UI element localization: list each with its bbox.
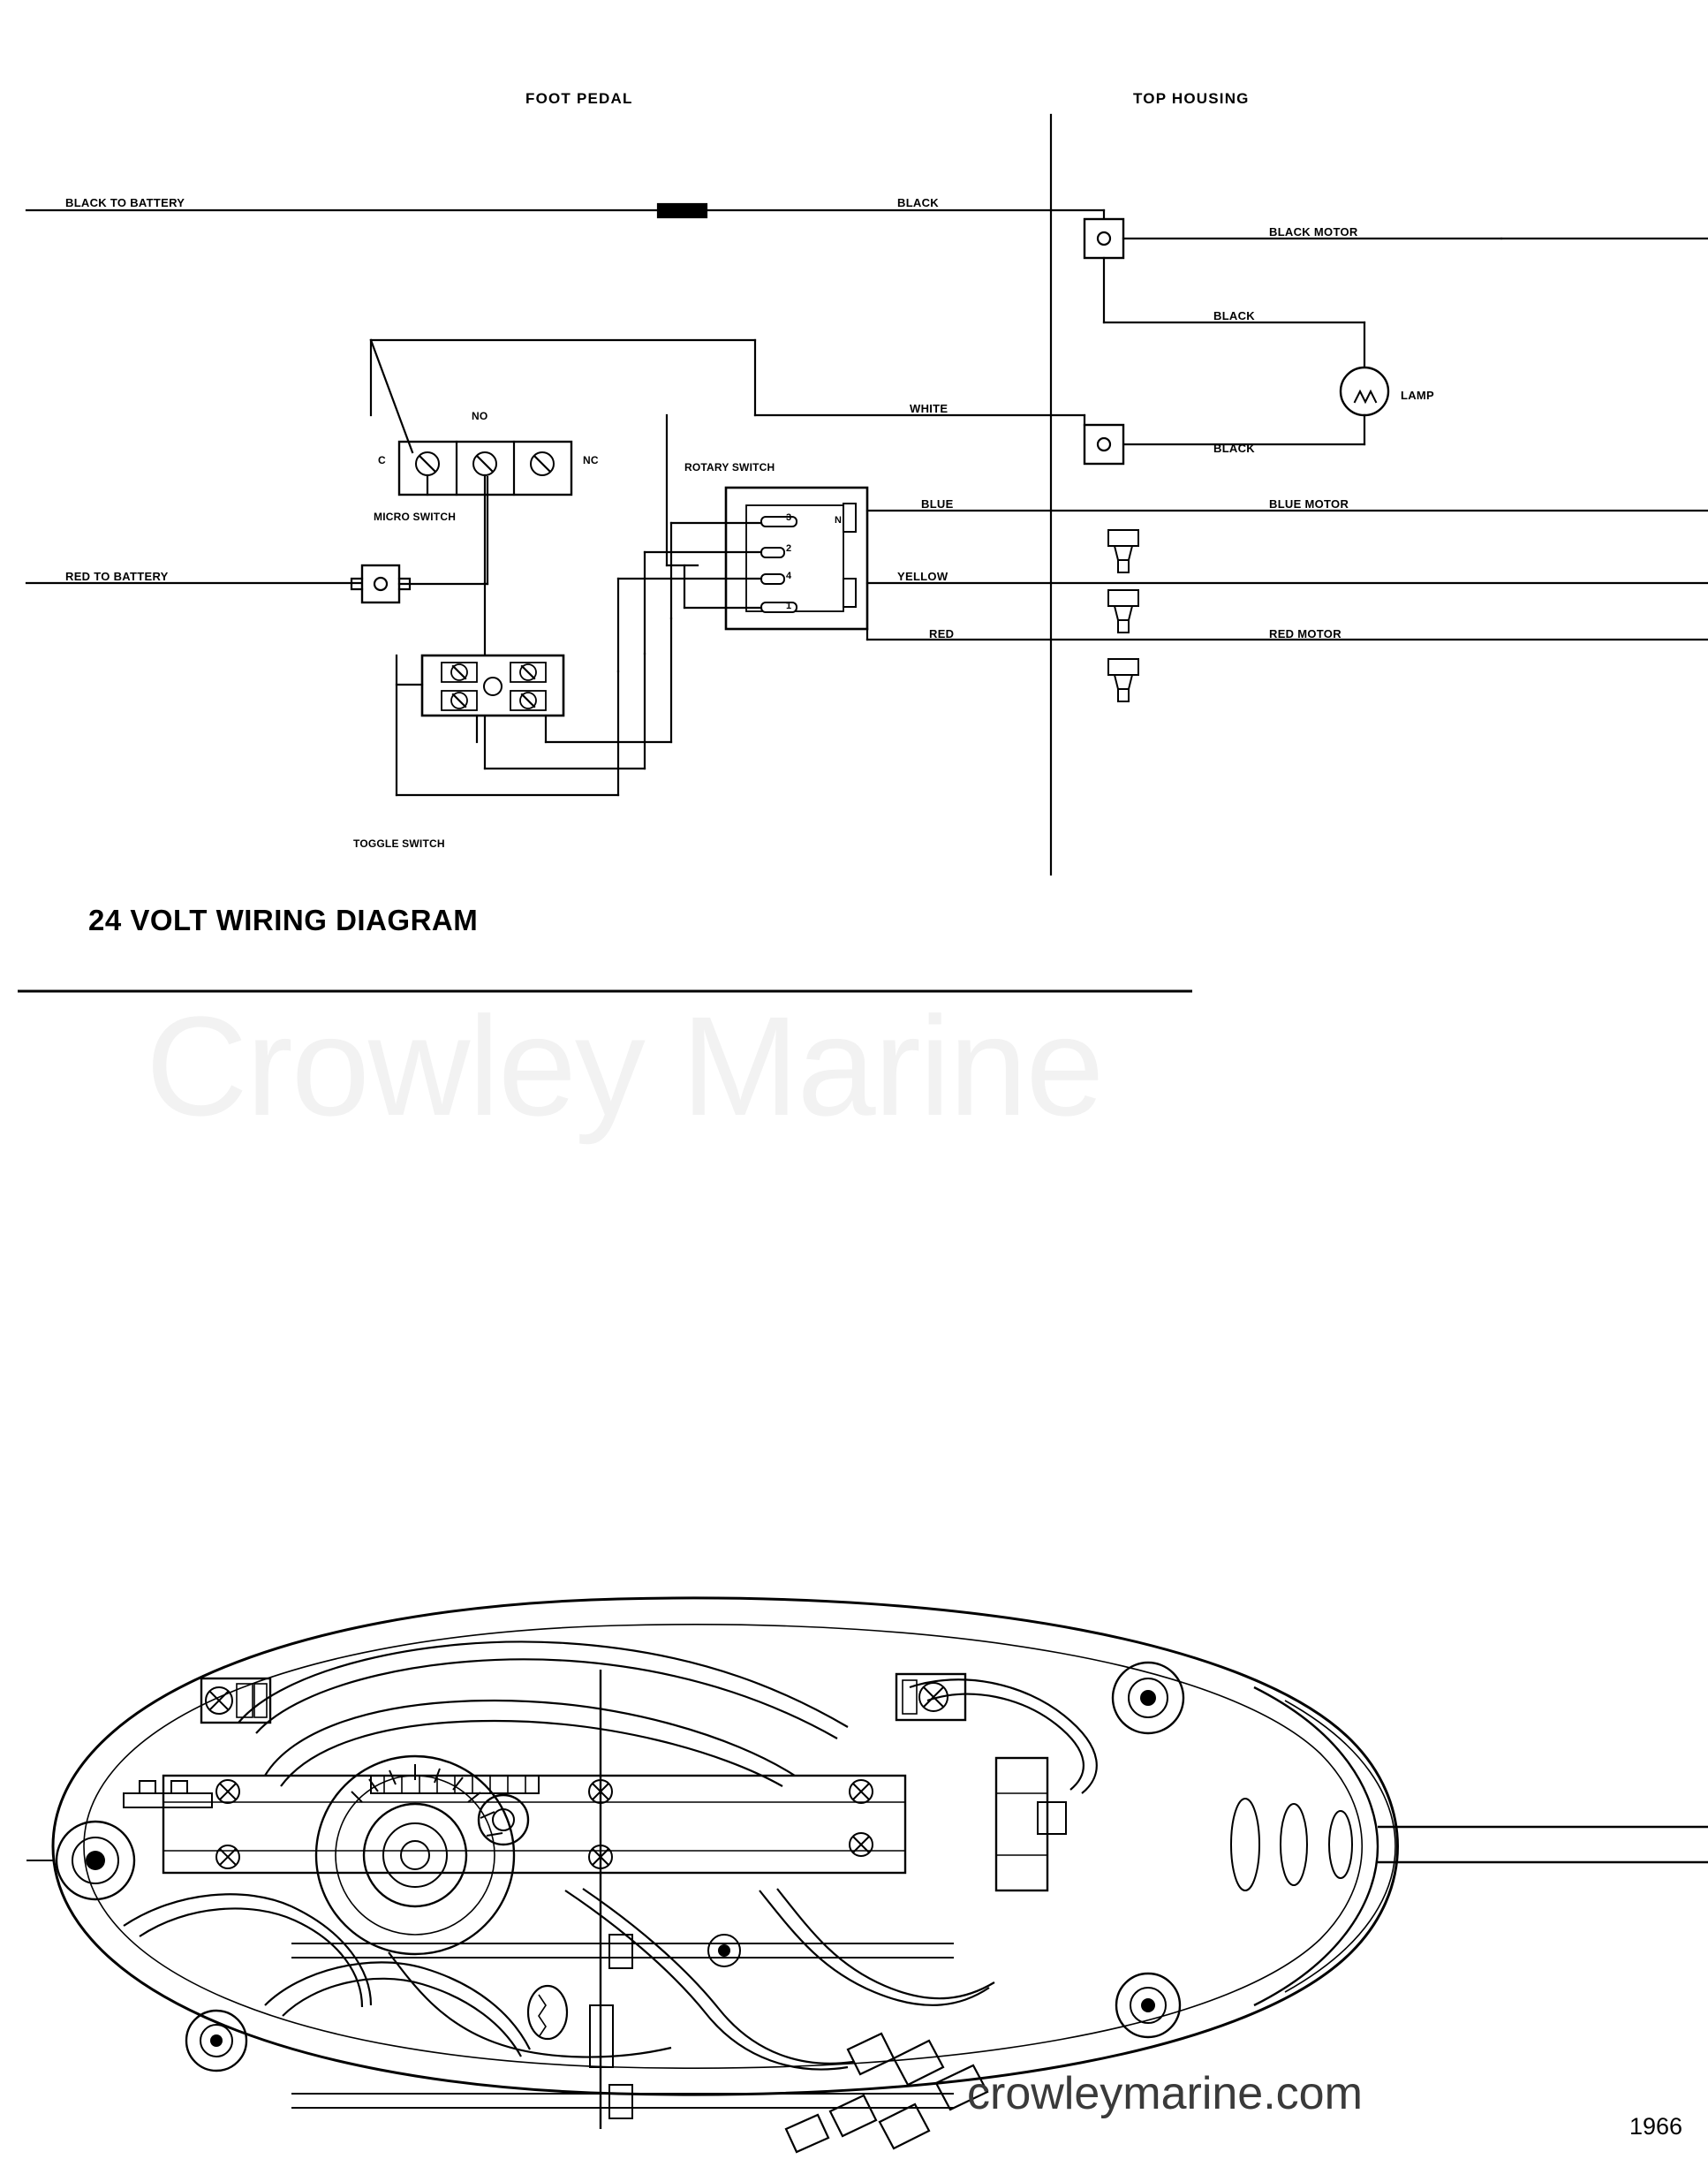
wire-label-black-lamp-bottom: BLACK — [1213, 442, 1255, 455]
terminal-label-no: NO — [472, 410, 488, 422]
wire-label-black: BLACK — [897, 196, 939, 209]
bullet-connector-yellow — [1108, 590, 1138, 633]
wire-label-black-to-battery: BLACK TO BATTERY — [65, 196, 185, 209]
lamp-label: LAMP — [1401, 389, 1435, 402]
cable-clamp — [996, 1758, 1047, 1890]
wire-label-blue-motor: BLUE MOTOR — [1269, 497, 1349, 511]
wire-label-red-to-battery: RED TO BATTERY — [65, 570, 169, 583]
site-url: crowleymarine.com — [967, 2068, 1363, 2119]
wire-label-white: WHITE — [910, 402, 948, 415]
gear-hub — [364, 1804, 466, 1906]
rotary-pin-2: 2 — [786, 543, 792, 554]
wire-label-red-motor: RED MOTOR — [1269, 627, 1341, 640]
component-label-rotary-switch: ROTARY SWITCH — [684, 461, 775, 474]
rotary-pin-3: 3 — [786, 512, 792, 523]
terminal-label-n: N — [835, 515, 843, 526]
lamp-symbol — [1341, 367, 1388, 415]
gear-housing — [316, 1756, 514, 1954]
terminal-label-nc: NC — [583, 454, 599, 466]
wire-label-yellow: YELLOW — [897, 570, 948, 583]
section-label-top-housing: TOP HOUSING — [1133, 90, 1250, 107]
top-housing-illustration — [0, 1511, 1708, 2182]
watermark-text: Crowley Marine — [146, 987, 1103, 1145]
wire-label-black-motor: BLACK MOTOR — [1269, 225, 1358, 239]
bullet-connector-red — [1108, 659, 1138, 701]
page-title: 24 VOLT WIRING DIAGRAM — [88, 904, 479, 936]
wire-label-black-lamp-top: BLACK — [1213, 309, 1255, 322]
wire-label-blue: BLUE — [921, 497, 954, 511]
component-label-micro-switch: MICRO SWITCH — [374, 511, 457, 523]
housing-inner-outline — [84, 1625, 1362, 2068]
bullet-connector-blue — [1108, 530, 1138, 572]
component-label-toggle-switch: TOGGLE SWITCH — [353, 837, 445, 850]
rotary-pin-4: 4 — [786, 571, 792, 581]
inline-connector — [658, 204, 707, 217]
page-number: 1966 — [1629, 2113, 1683, 2140]
wiring-schematic — [0, 0, 1708, 972]
section-label-foot-pedal: FOOT PEDAL — [525, 90, 633, 107]
wire-label-red: RED — [929, 627, 955, 640]
terminal-label-c: C — [378, 454, 386, 466]
rotary-pin-1: 1 — [786, 601, 792, 611]
